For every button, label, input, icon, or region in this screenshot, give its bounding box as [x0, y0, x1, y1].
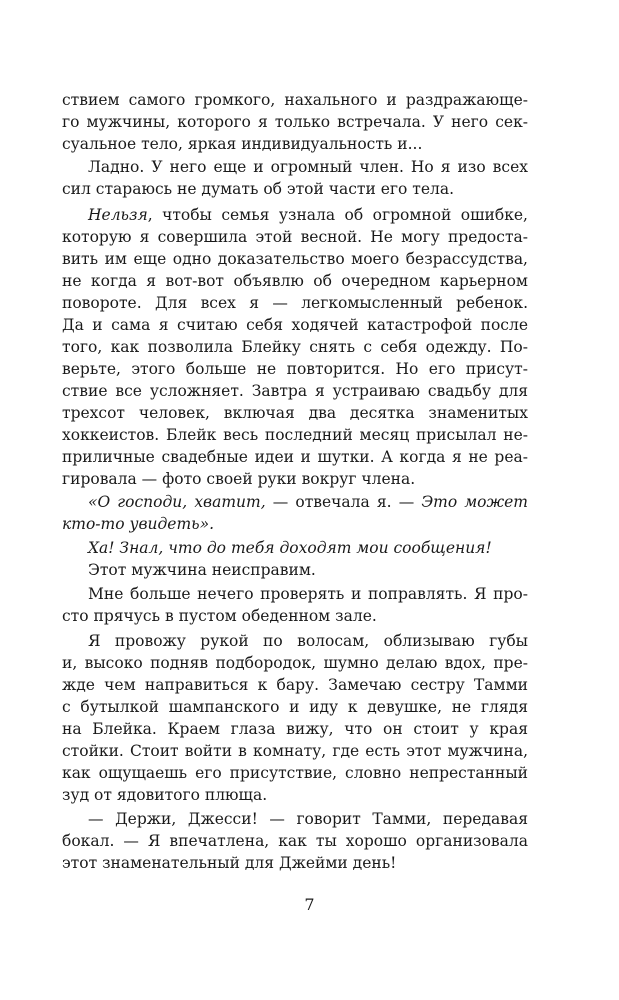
text-line: ствие все усложняет. Завтра я устраиваю свадьбу для — [62, 382, 528, 400]
text-line: бокал. — Я впечатлена, как ты хорошо организовала — [62, 832, 528, 850]
text-line: повороте. Для всех я — легкомысленный ребенок. — [62, 294, 528, 312]
text-line: сил стараюсь не думать об этой части его тела. — [62, 180, 455, 198]
text-line: стойки. Стоит войти в комнату, где есть этот мужчина, — [62, 742, 528, 760]
text-line: приличные свадебные идеи и шутки. А когда я не реа- — [62, 448, 528, 466]
text-line: — Держи, Джесси! — говорит Тамми, передавая — [88, 810, 528, 828]
text-line: Нельзя, чтобы семья узнала об огромной ошибке, — [88, 206, 528, 224]
text-line: трехсот человек, включая два десятка знаменитых — [62, 404, 528, 422]
text-line: верьте, этого больше не повторится. Но его присут- — [62, 360, 528, 378]
text-line: кто-то увидеть». — [62, 515, 215, 533]
text-line: Да и сама я считаю себя ходячей катастрофой после — [62, 316, 528, 334]
text-line: вить им еще одно доказательство моего безрассудства, — [62, 250, 528, 268]
emphasis-text: Нельзя — [88, 206, 148, 224]
text-line: этот знаменательный для Джейми день! — [62, 854, 397, 872]
text-line: ствием самого громкого, нахального и раздражающе- — [62, 91, 528, 109]
text-line: го мужчины, которого я только встречала. У него сек- — [62, 113, 528, 131]
page-number: 7 — [304, 895, 315, 914]
text-line: хоккеистов. Блейк весь последний месяц присылал не- — [62, 426, 528, 444]
text-line: которую я совершила этой весной. Не могу предоста- — [62, 228, 528, 246]
text-line: и, высоко подняв подбородок, шумно делаю вдох, пре- — [62, 654, 528, 672]
text-line: зуд от ядовитого плюща. — [62, 786, 268, 804]
text-line: Этот мужчина неисправим. — [88, 561, 316, 579]
text-line: как ощущаешь его присутствие, словно непрестанный — [62, 764, 528, 782]
text-line: на Блейка. Краем глаза вижу, что он стоит у края — [62, 720, 528, 738]
text-line: гировала — фото своей руки вокруг члена. — [62, 470, 416, 488]
text-line: жде чем направиться к бару. Замечаю сестру Тамми — [62, 676, 528, 694]
text-line: не когда я вот-вот объявлю об очередном карьерном — [62, 272, 528, 290]
text-line: Я провожу рукой по волосам, облизываю губы — [88, 632, 528, 650]
text-line: «О господи, хватит, — отвечала я. — Это может — [88, 493, 528, 511]
text-line: Ха! Знал, что до тебя доходят мои сообщения! — [88, 539, 492, 557]
text-line: того, как позволила Блейку снять с себя одежду. По- — [62, 338, 528, 356]
text-line: Мне больше нечего проверять и поправлять. Я про- — [88, 585, 528, 603]
text-line: Ладно. У него еще и огромный член. Но я изо всех — [88, 158, 528, 176]
text-line: сто прячусь в пустом обеденном зале. — [62, 607, 377, 625]
text-line: с бутылкой шампанского и иду к девушке, не глядя — [62, 698, 528, 716]
text-line: суальное тело, яркая индивидуальность и... — [62, 135, 423, 153]
